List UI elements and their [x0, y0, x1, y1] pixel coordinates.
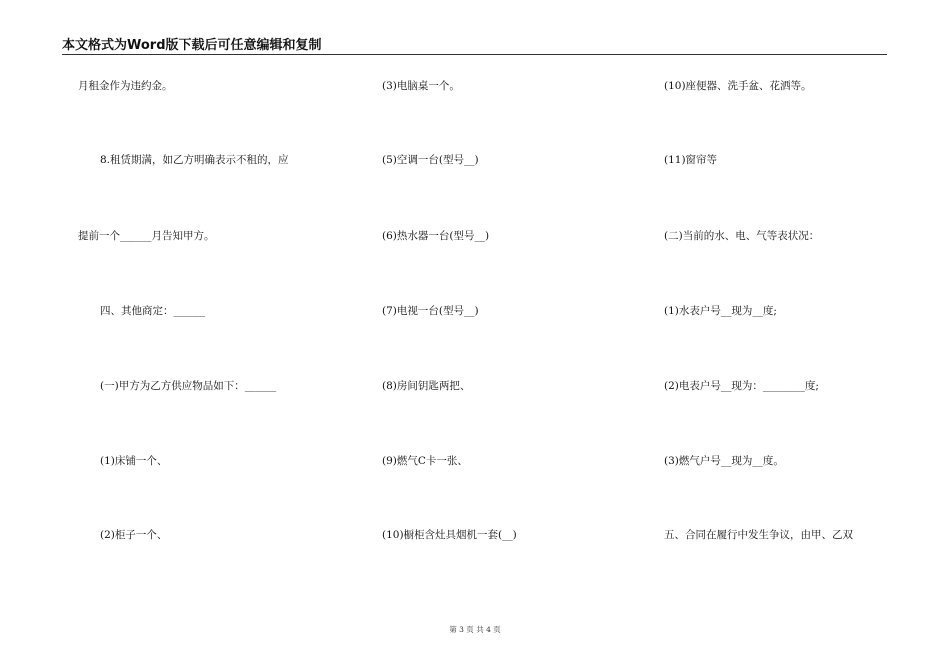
text-line: (3)电脑桌一个。	[382, 80, 460, 92]
text-line: (10)座便器、洗手盆、花洒等。	[664, 80, 812, 92]
text-line: (10)橱柜含灶具烟机一套(__)	[382, 529, 517, 541]
text-column-2	[382, 0, 652, 600]
text-line: (6)热水器一台(型号__)	[382, 230, 490, 242]
page-number: 第 3 页 共 4 页	[449, 625, 501, 634]
text-line: (11)窗帘等	[664, 154, 718, 166]
text-line: 提前一个______月告知甲方。	[78, 230, 215, 242]
text-line: 五、合同在履行中发生争议，由甲、乙双	[664, 529, 853, 541]
text-column-1	[78, 0, 348, 600]
text-line: (1)水表户号__现为__度;	[664, 305, 777, 317]
text-line: (2)电表户号__现为：________度;	[664, 380, 819, 392]
text-line: (8)房间钥匙两把、	[382, 380, 471, 392]
text-line: 月租金作为违约金。	[78, 80, 173, 92]
text-line: (2)柜子一个、	[100, 529, 168, 541]
text-line: (二)当前的水、电、气等表状况：	[664, 230, 820, 242]
text-column-3	[664, 0, 934, 600]
text-line: (1)床铺一个、	[100, 455, 168, 467]
text-line: (9)燃气C卡一张、	[382, 455, 468, 467]
header-title: 本文格式为Word版下载后可任意编辑和复制	[62, 38, 322, 53]
text-line: (5)空调一台(型号__)	[382, 154, 479, 166]
text-line: (7)电视一台(型号__)	[382, 305, 479, 317]
text-line: 四、其他商定：______	[100, 305, 205, 317]
text-line: (一)甲方为乙方供应物品如下：______	[100, 380, 277, 392]
text-line: (3)燃气户号__现为__度。	[664, 455, 784, 467]
text-line: 8.租赁期满，如乙方明确表示不租的，应	[100, 154, 289, 166]
